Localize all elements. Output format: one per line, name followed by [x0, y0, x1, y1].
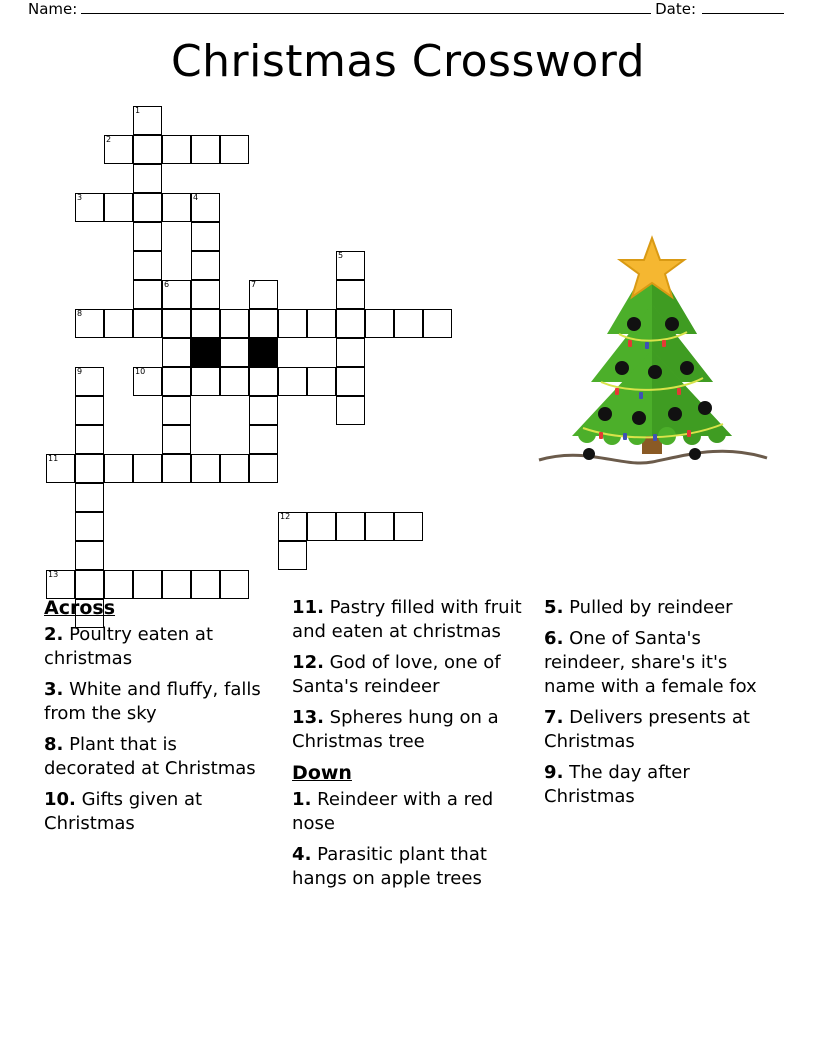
grid-cell[interactable] [220, 135, 249, 164]
grid-cell[interactable] [249, 309, 278, 338]
grid-cell[interactable] [162, 454, 191, 483]
grid-cell-number: 4 [193, 193, 199, 202]
clues-column-3 [544, 596, 780, 976]
grid-cell-number: 8 [77, 309, 83, 318]
grid-cell[interactable] [162, 338, 191, 367]
clue-number: 13. [292, 707, 324, 728]
grid-cell[interactable] [336, 280, 365, 309]
clue-text: Spheres hung on a Christmas tree [292, 707, 499, 752]
clue-number: 2. [44, 624, 64, 645]
clue-number: 4. [292, 844, 312, 865]
grid-cell[interactable] [249, 425, 278, 454]
clue-text: White and fluffy, falls from the sky [44, 679, 261, 724]
christmas-tree-image [527, 222, 777, 478]
grid-cell[interactable] [191, 280, 220, 309]
grid-cell[interactable] [278, 367, 307, 396]
clue-item [292, 706, 522, 754]
grid-cell[interactable] [75, 483, 104, 512]
down-clue-list-1 [292, 788, 522, 891]
grid-cell[interactable] [394, 309, 423, 338]
date-label: Date: [655, 0, 696, 18]
grid-cell[interactable] [133, 251, 162, 280]
grid-cell[interactable] [162, 193, 191, 222]
grid-cell[interactable] [278, 541, 307, 570]
across-clue-list-2 [292, 596, 522, 754]
grid-cell[interactable] [365, 512, 394, 541]
clue-number: 8. [44, 734, 64, 755]
grid-cell[interactable] [133, 454, 162, 483]
clue-text: Parasitic plant that hangs on apple trees [292, 844, 487, 889]
grid-cell[interactable] [336, 251, 365, 280]
grid-cell-number: 13 [48, 570, 59, 579]
grid-cell[interactable] [75, 193, 104, 222]
clue-item [292, 843, 522, 891]
grid-cell-number: 1 [135, 106, 141, 115]
across-heading: Across [44, 597, 116, 619]
grid-cell[interactable] [336, 396, 365, 425]
date-write-line[interactable] [702, 1, 784, 14]
across-clue-list-1 [44, 623, 270, 836]
clue-number: 9. [544, 762, 564, 783]
down-clue-list-2 [544, 596, 780, 809]
clue-number: 3. [44, 679, 64, 700]
clue-text: One of Santa's reindeer, share's it's name with a female fox [544, 628, 757, 697]
grid-cell[interactable] [307, 512, 336, 541]
grid-cell[interactable] [133, 193, 162, 222]
grid-cell[interactable] [133, 570, 162, 599]
grid-cell[interactable] [75, 454, 104, 483]
grid-cell[interactable] [191, 367, 220, 396]
grid-cell[interactable] [104, 193, 133, 222]
name-label: Name: [28, 0, 78, 18]
clue-text: Plant that is decorated at Christmas [44, 734, 256, 779]
crossword-grid[interactable] [46, 106, 486, 596]
grid-cell[interactable] [75, 570, 104, 599]
grid-cell[interactable] [249, 454, 278, 483]
grid-cell[interactable] [162, 135, 191, 164]
clue-text: Delivers presents at Christmas [544, 707, 750, 752]
grid-cell[interactable] [75, 396, 104, 425]
clues-column-1 [44, 596, 270, 976]
grid-cell[interactable] [133, 367, 162, 396]
grid-cell-number: 11 [48, 454, 59, 463]
grid-cell[interactable] [75, 309, 104, 338]
grid-cell[interactable] [220, 570, 249, 599]
name-date-header [28, 0, 788, 26]
grid-cell-number: 3 [77, 193, 83, 202]
grid-cell[interactable] [307, 367, 336, 396]
grid-cell[interactable] [162, 570, 191, 599]
name-write-line[interactable] [81, 1, 651, 14]
grid-cell[interactable] [133, 135, 162, 164]
clue-item [44, 678, 270, 726]
clue-number: 7. [544, 707, 564, 728]
clue-number: 11. [292, 597, 324, 618]
grid-cell[interactable] [278, 512, 307, 541]
clue-item [292, 788, 522, 836]
grid-cell[interactable] [46, 454, 75, 483]
clue-item [544, 706, 780, 754]
grid-cell[interactable] [75, 425, 104, 454]
grid-cell[interactable] [191, 222, 220, 251]
grid-cell[interactable] [191, 309, 220, 338]
grid-cell[interactable] [104, 570, 133, 599]
grid-cell-number: 9 [77, 367, 83, 376]
clue-number: 1. [292, 789, 312, 810]
clue-item [44, 788, 270, 836]
clues-section [44, 596, 780, 976]
grid-cell[interactable] [220, 367, 249, 396]
grid-cell[interactable] [162, 309, 191, 338]
grid-cell[interactable] [336, 338, 365, 367]
grid-block-cell [191, 338, 220, 367]
grid-cell[interactable] [249, 280, 278, 309]
grid-cell[interactable] [365, 309, 394, 338]
clue-item [44, 733, 270, 781]
grid-cell[interactable] [336, 512, 365, 541]
clue-item [44, 623, 270, 671]
grid-cell[interactable] [133, 280, 162, 309]
grid-cell[interactable] [336, 309, 365, 338]
down-heading: Down [292, 762, 352, 784]
clue-item [292, 651, 522, 699]
grid-cell-number: 5 [338, 251, 344, 260]
grid-cell[interactable] [307, 309, 336, 338]
grid-cell[interactable] [162, 396, 191, 425]
grid-cell-number: 12 [280, 512, 291, 521]
page-title: Christmas Crossword [170, 36, 646, 87]
grid-cell-number: 7 [251, 280, 257, 289]
clue-number: 6. [544, 628, 564, 649]
grid-cell[interactable] [220, 338, 249, 367]
clues-column-2 [292, 596, 522, 976]
grid-cell[interactable] [133, 106, 162, 135]
clue-number: 12. [292, 652, 324, 673]
clue-item [292, 596, 522, 644]
grid-cell-number: 6 [164, 280, 170, 289]
grid-cell[interactable] [220, 309, 249, 338]
grid-block-cell [249, 338, 278, 367]
grid-cell[interactable] [423, 309, 452, 338]
grid-cell[interactable] [133, 164, 162, 193]
grid-cell[interactable] [133, 309, 162, 338]
grid-cell-number: 10 [135, 367, 146, 376]
grid-cell[interactable] [162, 425, 191, 454]
clue-text: Reindeer with a red nose [292, 789, 494, 834]
grid-cell-number: 2 [106, 135, 112, 144]
grid-cell[interactable] [162, 367, 191, 396]
grid-cell[interactable] [191, 135, 220, 164]
clue-text: Gifts given at Christmas [44, 789, 203, 834]
grid-cell[interactable] [133, 222, 162, 251]
clue-text: Pulled by reindeer [563, 597, 733, 618]
clue-item [544, 627, 780, 699]
grid-cell[interactable] [278, 309, 307, 338]
grid-cell[interactable] [191, 454, 220, 483]
grid-cell[interactable] [191, 570, 220, 599]
clue-number: 5. [544, 597, 564, 618]
clue-text: Pastry filled with fruit and eaten at christmas [292, 597, 522, 642]
grid-cell[interactable] [75, 367, 104, 396]
grid-cell[interactable] [191, 251, 220, 280]
grid-cell[interactable] [104, 309, 133, 338]
clue-text: The day after Christmas [544, 762, 690, 807]
clue-item [544, 761, 780, 809]
grid-cell[interactable] [220, 454, 249, 483]
clue-number: 10. [44, 789, 76, 810]
grid-cell[interactable] [249, 367, 278, 396]
grid-cell[interactable] [75, 541, 104, 570]
grid-cell[interactable] [394, 512, 423, 541]
grid-cell[interactable] [104, 454, 133, 483]
grid-cell[interactable] [104, 135, 133, 164]
clue-item [544, 596, 780, 620]
grid-cell[interactable] [162, 280, 191, 309]
grid-cell[interactable] [75, 512, 104, 541]
grid-cell[interactable] [249, 396, 278, 425]
clue-text: Poultry eaten at christmas [44, 624, 214, 669]
grid-cell[interactable] [191, 193, 220, 222]
grid-cell[interactable] [336, 367, 365, 396]
clue-text: God of love, one of Santa's reindeer [292, 652, 501, 697]
grid-cell[interactable] [46, 570, 75, 599]
